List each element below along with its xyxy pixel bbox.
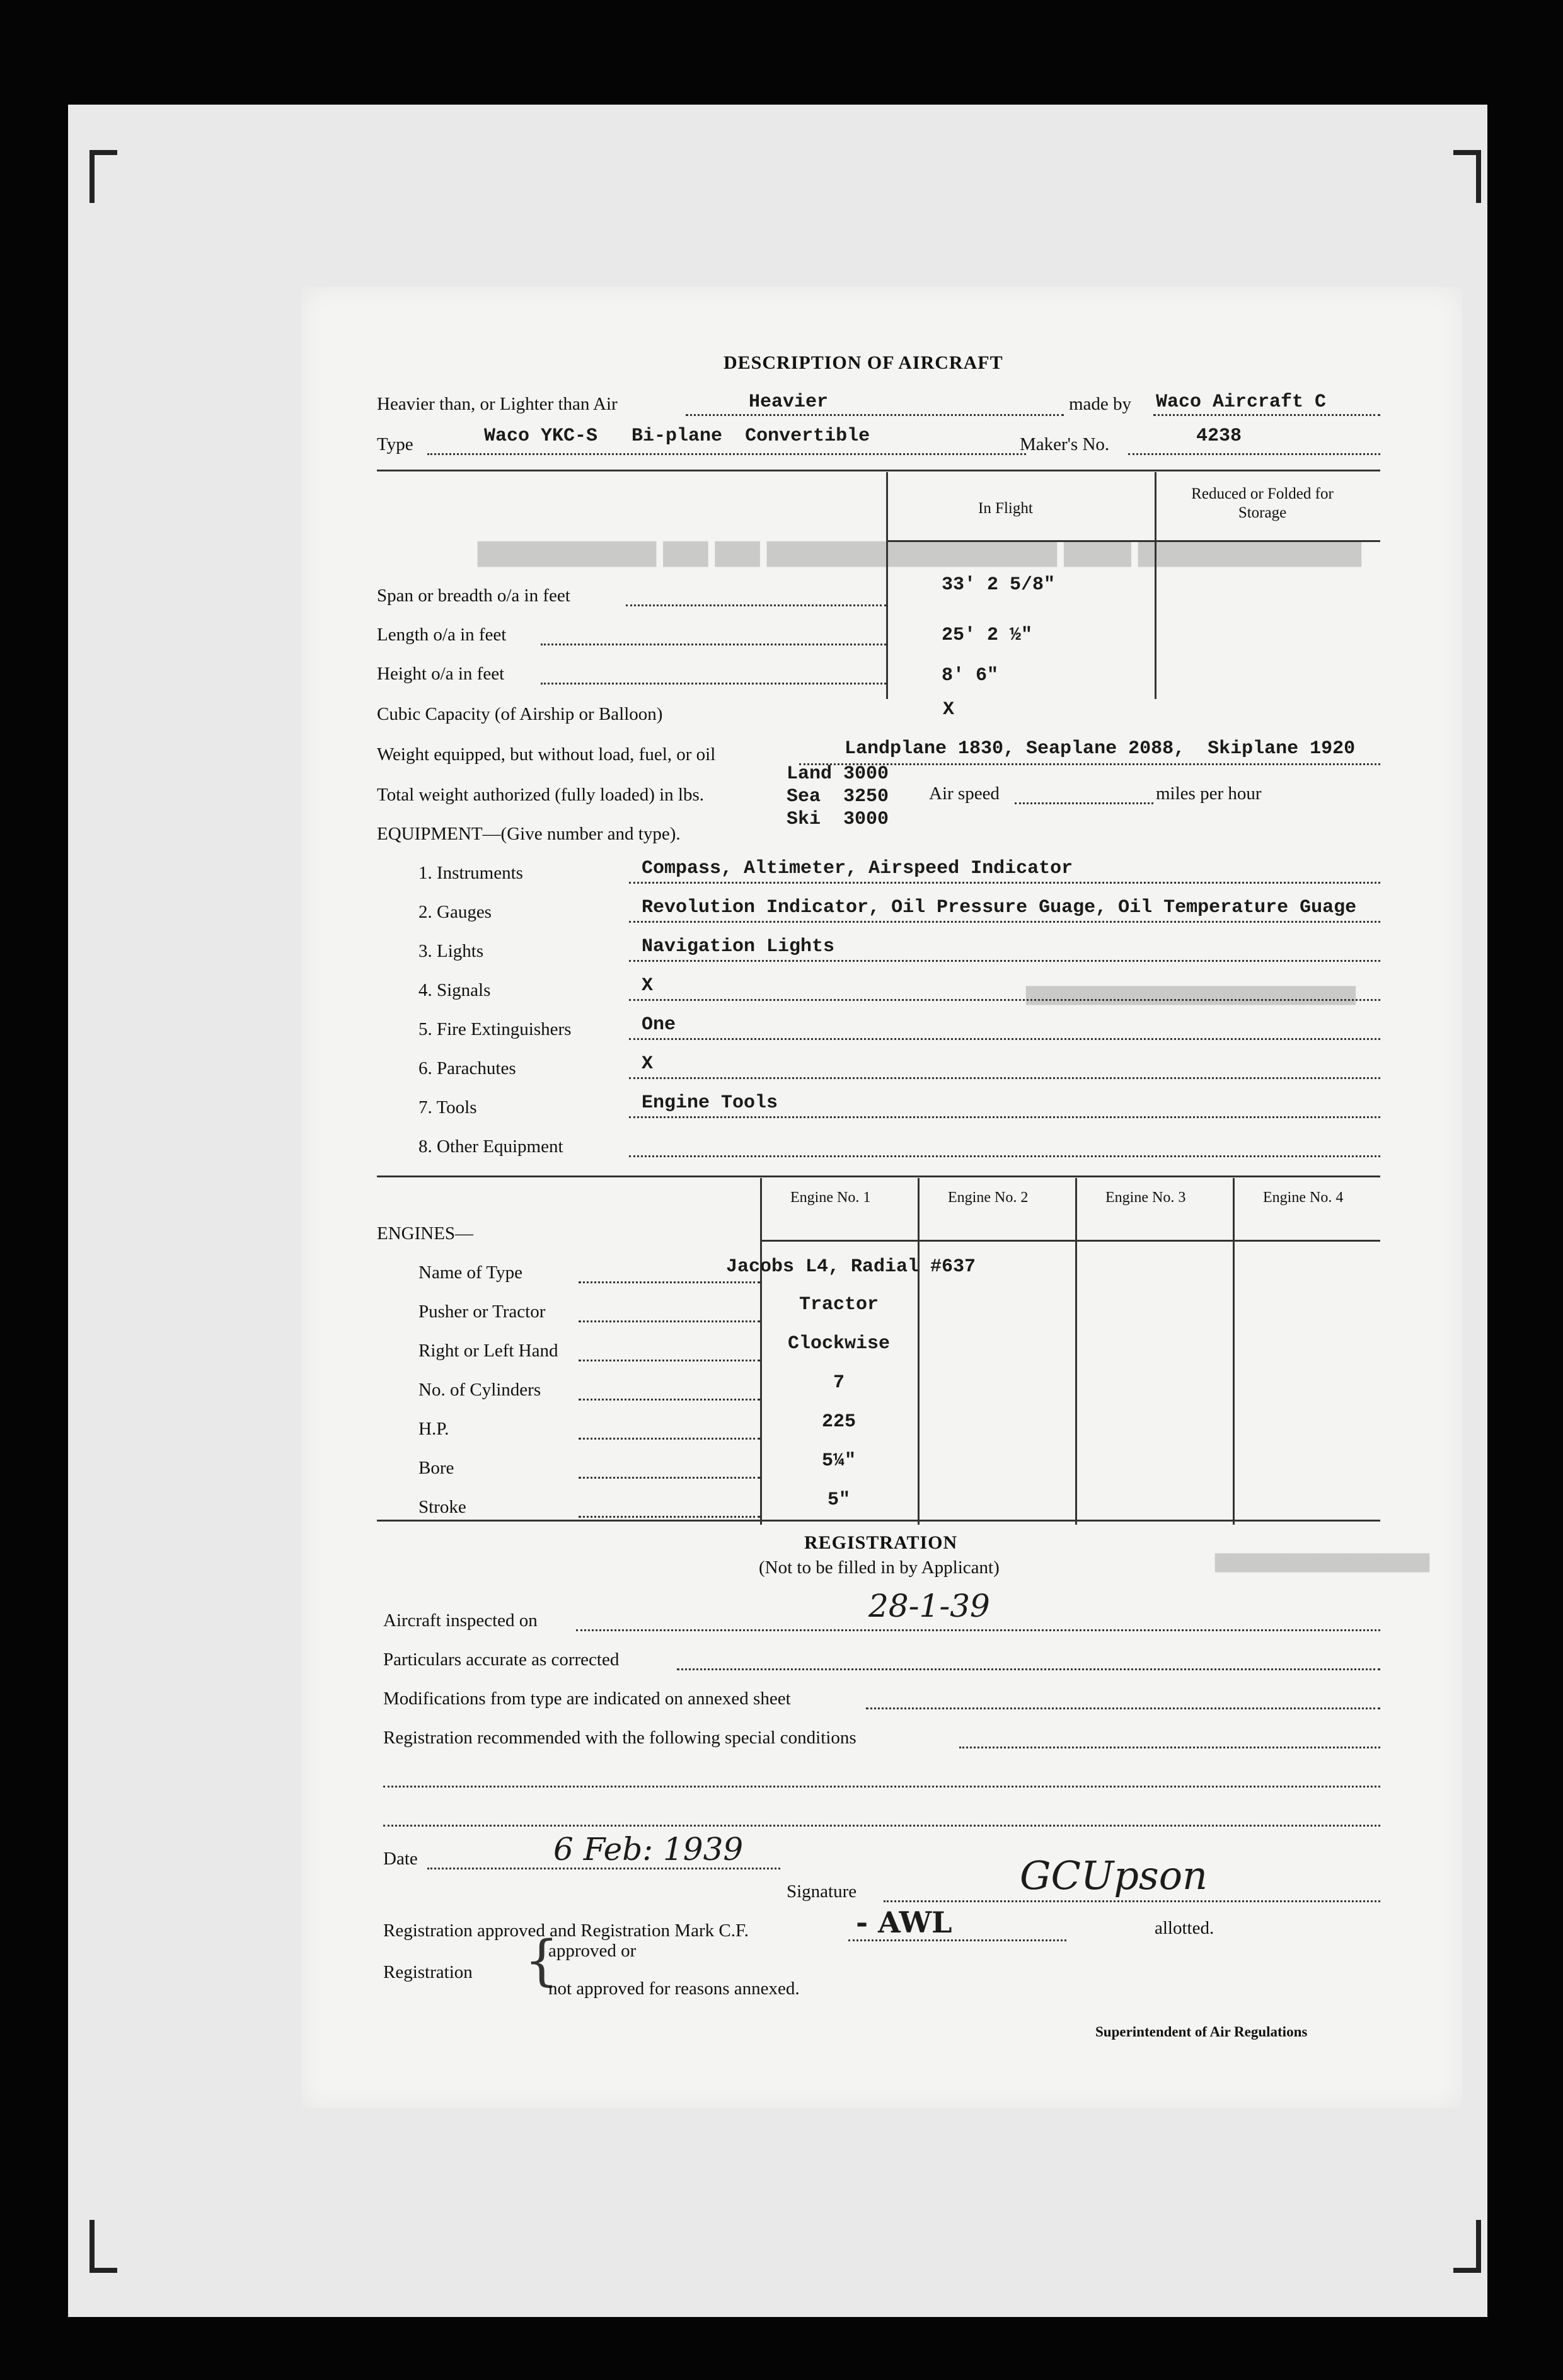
equipment-dotted-line [629, 921, 1380, 923]
col-reduced-storage: Reduced or Folded for Storage [1191, 485, 1334, 521]
total-weight-label: Total weight authorized (fully loaded) in lbs. [377, 785, 705, 805]
equipment-heading: EQUIPMENT—(Give number and type). [377, 824, 681, 844]
weight-equipped-label: Weight equipped, but without load, fuel, or oil [377, 744, 716, 765]
equipment-dotted-line [629, 882, 1380, 884]
mark-dotted-line [848, 1939, 1066, 1941]
length-value: 25' 2 ½" [942, 625, 1033, 646]
dimension-column-divider [886, 472, 888, 699]
modifications-label: Modifications from type are indicated on annexed sheet [383, 1689, 791, 1709]
span-dotted-line [626, 604, 886, 606]
engine-1-value: 5¼" [821, 1450, 856, 1472]
registration-subheading: (Not to be filled in by Applicant) [759, 1557, 1000, 1578]
conditions-dotted-line [383, 1825, 1380, 1827]
equipment-item-value: Revolution Indicator, Oil Pressure Guage, Oil Temperature Guage [642, 897, 1357, 918]
particulars-dotted-line [677, 1668, 1380, 1670]
equipment-item-label: 1. Instruments [418, 863, 523, 883]
equipment-item-value: X [642, 1053, 654, 1075]
makers-no-dotted-line [1128, 453, 1380, 455]
registration-heading: REGISTRATION [804, 1532, 958, 1553]
engine-col-2: Engine No. 2 [948, 1189, 1029, 1206]
type-value: Waco YKC-S Bi-plane Convertible [484, 425, 870, 447]
equipment-dotted-line [629, 1116, 1380, 1118]
engine-row-label: Pusher or Tractor [418, 1302, 546, 1322]
engine-1-value: 7 [833, 1372, 845, 1394]
equipment-item-value: One [642, 1014, 676, 1036]
equipment-item-label: 2. Gauges [418, 902, 492, 922]
approved-label: Registration approved and Registration Mark C.F. [383, 1921, 749, 1941]
airspeed-dotted-line [1015, 802, 1153, 804]
bleed-through-block: ▆▆▆▆▆▆▆▆▆▆▆▆▆▆▆▆▆▆▆▆ [1026, 981, 1356, 1005]
recommended-label: Registration recommended with the following special conditions [383, 1728, 856, 1748]
equipment-dotted-line [629, 960, 1380, 962]
equipment-item-value: Navigation Lights [642, 936, 835, 957]
equipment-dotted-line [629, 999, 1380, 1001]
cubic-capacity-label: Cubic Capacity (of Airship or Balloon) [377, 704, 663, 724]
engine-column-divider [918, 1178, 920, 1525]
made-by-value: Waco Aircraft C [1156, 391, 1327, 413]
not-approved-label: not approved for reasons annexed. [548, 1979, 800, 1999]
dimension-header-rule [886, 540, 1380, 542]
equipment-item-label: 6. Parachutes [418, 1058, 516, 1078]
heavier-label: Heavier than, or Lighter than Air [377, 394, 618, 414]
engine-row-dotted-line [579, 1477, 760, 1479]
engine-row-dotted-line [579, 1399, 760, 1401]
particulars-label: Particulars accurate as corrected [383, 1649, 620, 1670]
engine-row-label: H.P. [418, 1419, 449, 1439]
weight-ski-value: Ski 3000 [787, 809, 889, 830]
weight-sea-value: Sea 3250 [787, 786, 889, 807]
span-value: 33' 2 5/8" [942, 574, 1056, 596]
engine-row-dotted-line [579, 1438, 760, 1440]
cubic-capacity-value: X [943, 699, 955, 720]
weight-equipped-value: Landplane 1830, Seaplane 2088, Skiplane 1920 [845, 738, 1356, 760]
inspected-date-value: 28-1-39 [868, 1588, 990, 1624]
engine-col-4: Engine No. 4 [1263, 1189, 1344, 1206]
section-rule [377, 1520, 1380, 1522]
engine-1-value: Tractor [799, 1294, 879, 1315]
equipment-item-value: Compass, Altimeter, Airspeed Indicator [642, 858, 1073, 879]
inspected-dotted-line [576, 1629, 1380, 1631]
form-title: DESCRIPTION OF AIRCRAFT [724, 352, 1003, 373]
length-label: Length o/a in feet [377, 625, 507, 645]
engine-1-value: Jacobs L4, Radial #637 [726, 1256, 976, 1278]
mph-label: miles per hour [1156, 783, 1262, 804]
allotted-label: allotted. [1155, 1918, 1214, 1938]
date-label: Date [383, 1849, 418, 1869]
height-dotted-line [541, 683, 886, 685]
engine-row-label: Stroke [418, 1497, 466, 1517]
heavier-dotted-line [686, 414, 1064, 416]
type-dotted-line [427, 453, 1026, 455]
engine-1-value: 225 [821, 1411, 856, 1433]
equipment-item-label: 3. Lights [418, 941, 484, 961]
recommended-dotted-line [959, 1747, 1380, 1748]
engine-row-dotted-line [579, 1360, 760, 1361]
makers-no-label: Maker's No. [1020, 434, 1110, 454]
col-in-flight: In Flight [978, 500, 1033, 517]
crop-mark-bottom-left [89, 2220, 117, 2273]
engine-col-3: Engine No. 3 [1105, 1189, 1186, 1206]
section-rule [377, 470, 1380, 471]
equipment-dotted-line [629, 1038, 1380, 1040]
engine-row-dotted-line [579, 1281, 760, 1283]
engine-row-label: Bore [418, 1458, 454, 1478]
makers-no-value: 4238 [1196, 425, 1242, 447]
registration-mark-value: - AWL [856, 1905, 952, 1939]
approved-or-label: approved or [548, 1941, 637, 1961]
inspected-label: Aircraft inspected on [383, 1610, 538, 1631]
equipment-item-label: 7. Tools [418, 1097, 477, 1118]
bleed-through-block: ▆▆▆▆▆▆▆▆▆▆▆▆▆ [1215, 1549, 1429, 1572]
section-rule [377, 1176, 1380, 1177]
equipment-item-label: 8. Other Equipment [418, 1136, 563, 1157]
height-value: 8' 6" [942, 665, 999, 686]
height-label: Height o/a in feet [377, 664, 505, 684]
span-label: Span or breadth o/a in feet [377, 586, 570, 606]
engine-row-dotted-line [579, 1320, 760, 1322]
signature-label: Signature [787, 1881, 857, 1902]
engine-row-label: No. of Cylinders [418, 1380, 541, 1400]
engine-header-rule [760, 1240, 1380, 1242]
equipment-item-value: X [642, 975, 654, 996]
date-value: 6 Feb: 1939 [553, 1831, 744, 1868]
made-by-dotted-line [1153, 414, 1380, 416]
engine-column-divider [1075, 1178, 1077, 1525]
modifications-dotted-line [866, 1707, 1380, 1709]
length-dotted-line [541, 644, 886, 645]
equipment-dotted-line [629, 1077, 1380, 1079]
engine-col-1: Engine No. 1 [790, 1189, 871, 1206]
bleed-through-heading: ▆▆▆▆▆▆▆▆▆▆ ▆▆▆ ▆▆▆▆▆▆▆▆▆▆▆▆▆ ▆▆ ▆▆ ▆▆▆▆▆▆▆▆ [478, 534, 1361, 566]
heavier-value: Heavier [749, 391, 829, 413]
type-label: Type [377, 434, 413, 454]
engine-row-label: Right or Left Hand [418, 1341, 558, 1361]
dimension-column-divider [1155, 472, 1156, 699]
registration-label: Registration [383, 1962, 473, 1982]
airspeed-label: Air speed [929, 783, 1000, 804]
engines-heading: ENGINES— [377, 1223, 474, 1244]
equipment-dotted-line [629, 1155, 1380, 1157]
engine-row-dotted-line [579, 1516, 760, 1518]
signature-dotted-line [884, 1900, 1380, 1902]
engine-1-value: Clockwise [787, 1333, 891, 1355]
crop-mark-bottom-right [1453, 2220, 1481, 2273]
signature-value: GCUpson [1020, 1852, 1208, 1898]
crop-mark-top-left [89, 150, 117, 203]
bracket: { [524, 1929, 559, 1992]
crop-mark-top-right [1453, 150, 1481, 203]
weight-land-value: Land 3000 [787, 763, 889, 785]
engine-row-label: Name of Type [418, 1262, 522, 1283]
conditions-dotted-line [383, 1786, 1380, 1788]
form-sheet [301, 287, 1462, 2108]
superintendent-label: Superintendent of Air Regulations [1095, 2024, 1308, 2040]
equipment-item-label: 4. Signals [418, 980, 491, 1000]
engine-1-value: 5" [827, 1489, 850, 1511]
date-dotted-line [427, 1868, 780, 1869]
made-by-label: made by [1069, 394, 1132, 414]
equipment-item-label: 5. Fire Extinguishers [418, 1019, 572, 1039]
engine-column-divider [1233, 1178, 1235, 1525]
equipment-item-value: Engine Tools [642, 1092, 778, 1114]
